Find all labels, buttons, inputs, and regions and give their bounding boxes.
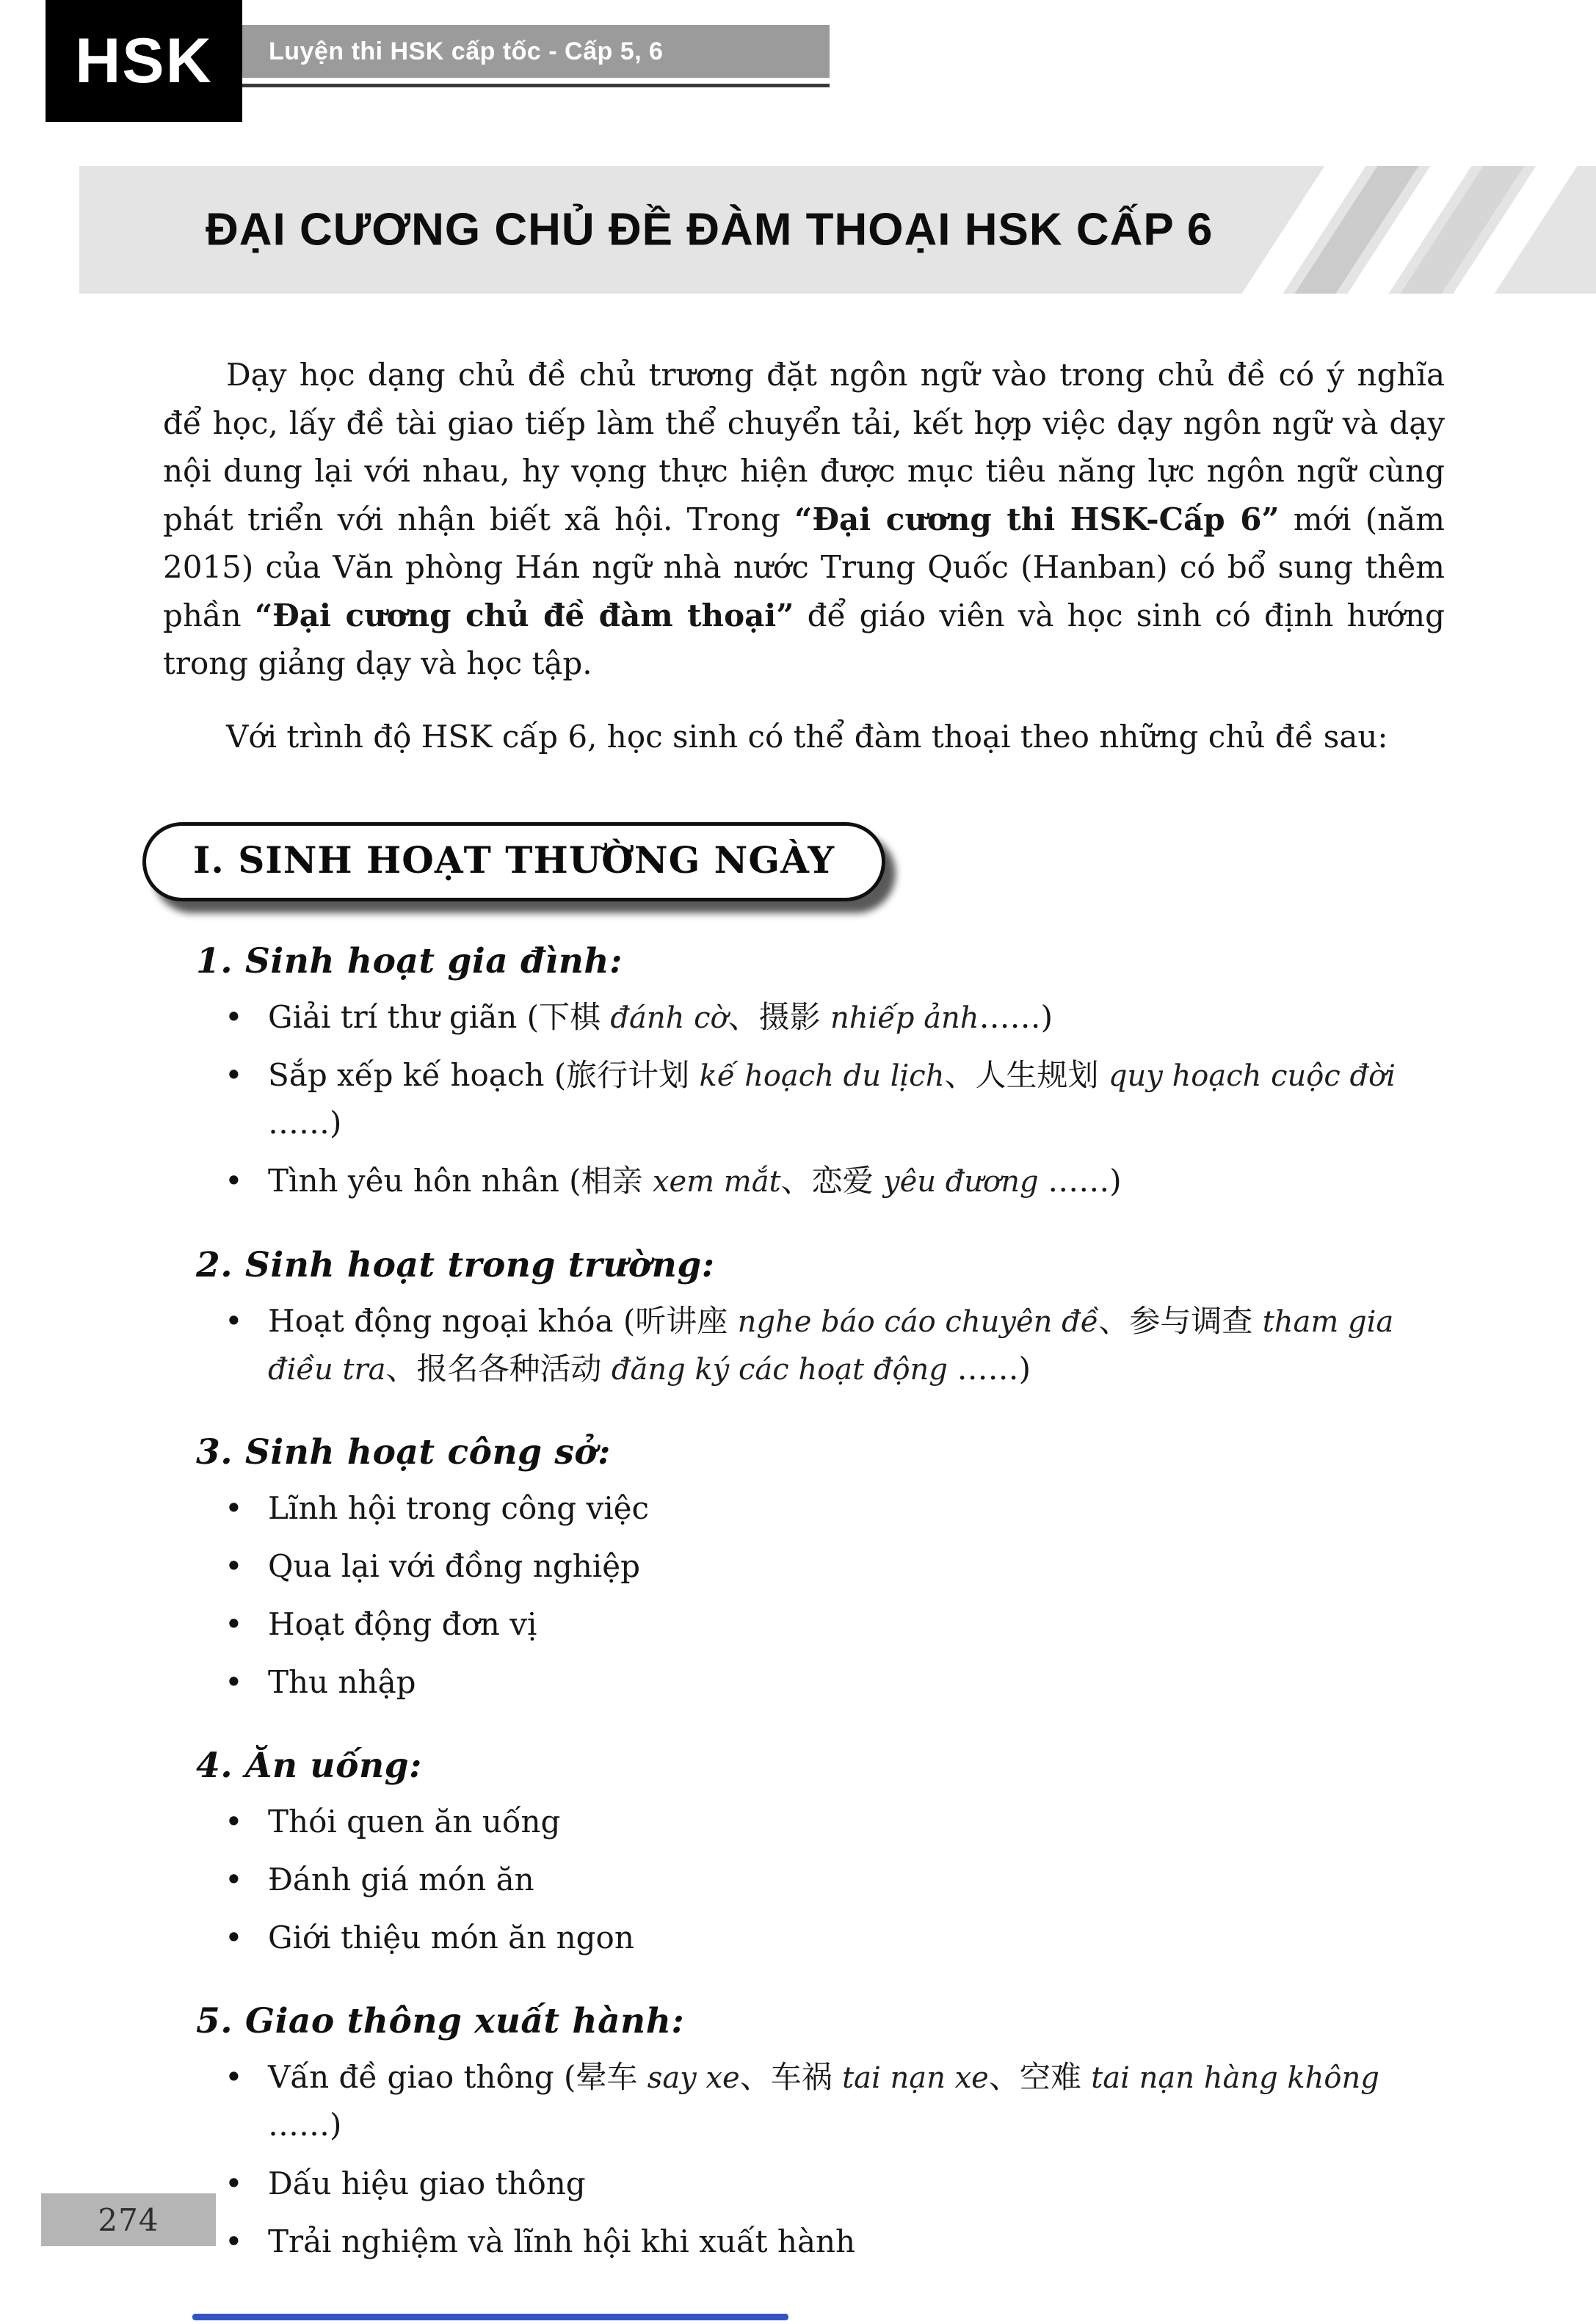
- text-segment: ……): [268, 1105, 342, 1141]
- next-page-edge: [192, 2314, 788, 2320]
- text-segment: Qua lại với đồng nghiệp: [268, 1547, 640, 1584]
- text-segment: 旅行计划: [566, 1057, 700, 1094]
- text-segment: ……): [1048, 1163, 1122, 1199]
- intro-paragraph: [163, 351, 1445, 688]
- text-segment: 、: [780, 1163, 812, 1199]
- section-heading: 5. Giao thông xuất hành:: [196, 2001, 685, 2042]
- hsk-logo-text: HSK: [75, 25, 213, 96]
- text-segment: ……): [268, 2107, 342, 2143]
- list-item: [163, 1051, 1445, 1147]
- text-segment: Tình yêu hôn nhân (: [268, 1163, 581, 1199]
- section-heading: 2. Sinh hoạt trong trường:: [196, 1244, 715, 1285]
- topic-section-5: [163, 2001, 1445, 2265]
- list-item: [163, 1798, 1445, 1845]
- topic-section-1: [163, 941, 1445, 1205]
- section-list: [163, 1297, 1445, 1392]
- text-segment: để giáo viên và học sinh có định hướng trong giảng dạy và học tập.: [163, 597, 1445, 682]
- text-segment: Thói quen ăn uống: [268, 1804, 561, 1840]
- topic-heading: I. SINH HOẠT THƯỜNG NGÀY: [193, 838, 835, 882]
- list-item: [163, 1484, 1445, 1532]
- item-text: [268, 1606, 537, 1642]
- text-segment: xem mắt: [652, 1165, 781, 1199]
- item-text: [268, 1862, 534, 1898]
- text-segment: mới (năm 2015) của Văn phòng Hán ngữ nhà nước Trung Quốc (Hanban) có bổ sung thêm phần: [163, 501, 1446, 633]
- banner-stripes-decoration: [1207, 166, 1545, 294]
- text-segment: quy hoạch cuộc đời: [1108, 1059, 1396, 1094]
- list-item: [163, 1600, 1445, 1648]
- text-segment: “Đại cương chủ đề đàm thoại”: [254, 597, 794, 633]
- text-segment: Giới thiệu món ăn ngon: [268, 1920, 634, 1956]
- text-segment: 、: [944, 1057, 976, 1094]
- item-text: [268, 1490, 649, 1526]
- text-segment: Dạy học dạng chủ đề chủ trương đặt ngôn ngữ vào trong chủ đề có ý nghĩa để học, lấy đề tài giao tiếp làm thể chuyển tải, kết hợp việc dạy ngôn ngữ và dạy nội dung lại với nhau, hy vọng thực hiện được mục tiêu năng lực ngôn ngữ cùng phát triển với nhận biết xã hội. Trong: [163, 357, 1445, 537]
- header-subtitle: Luyện thi HSK cấp tốc - Cấp 5, 6: [269, 37, 664, 65]
- item-text: [268, 1057, 1396, 1141]
- item-text: [268, 1664, 416, 1700]
- header-divider: [242, 84, 830, 87]
- text-segment: 、: [739, 2059, 771, 2096]
- list-item: [163, 2053, 1445, 2149]
- text-segment: Hoạt động ngoại khóa (: [268, 1302, 636, 1339]
- list-item: [163, 1297, 1445, 1392]
- section-list: [163, 1798, 1445, 1961]
- page-number-block: [41, 2193, 216, 2246]
- text-segment: Hoạt động đơn vị: [268, 1605, 537, 1642]
- list-item: [163, 1658, 1445, 1706]
- topic-section-4: [163, 1746, 1445, 1961]
- text-segment: 参与调查: [1129, 1302, 1263, 1339]
- text-segment: 人生规划: [975, 1057, 1109, 1094]
- text-segment: Trải nghiệm và lĩnh hội khi xuất hành: [268, 2223, 856, 2259]
- list-item: [163, 1542, 1445, 1590]
- text-segment: Đánh giá món ăn: [268, 1862, 534, 1898]
- text-segment: đăng ký các hoạt động: [611, 1352, 957, 1387]
- text-segment: Thu nhập: [268, 1663, 416, 1700]
- header-bar: [242, 25, 830, 78]
- lead-in-paragraph: Với trình độ HSK cấp 6, học sinh có thể đàm thoại theo những chủ đề sau:: [226, 718, 1388, 755]
- text-segment: nghe báo cáo chuyên đề: [737, 1304, 1099, 1339]
- text-segment: 相亲: [581, 1163, 653, 1199]
- chapter-title: ĐẠI CƯƠNG CHỦ ĐỀ ĐÀM THOẠI HSK CẤP 6: [206, 204, 1214, 255]
- item-text: [268, 2059, 1379, 2143]
- text-segment: 、: [385, 1350, 417, 1387]
- text-segment: tai nạn hàng không: [1091, 2061, 1379, 2096]
- page-content: [0, 351, 1596, 2276]
- text-segment: ……): [957, 1350, 1031, 1387]
- text-segment: nhiếp ảnh: [830, 1001, 979, 1036]
- item-text: [268, 1804, 560, 1840]
- list-item: [163, 2218, 1445, 2265]
- section-list: [163, 993, 1445, 1205]
- text-segment: 、: [988, 2059, 1020, 2096]
- chapter-banner: [79, 166, 1596, 294]
- page-number: 274: [98, 2201, 159, 2238]
- item-text: [268, 1548, 640, 1584]
- text-segment: Dấu hiệu giao thông: [268, 2165, 586, 2201]
- text-segment: 车祸: [770, 2059, 843, 2096]
- item-text: [268, 2165, 586, 2201]
- text-segment: 下棋: [539, 999, 611, 1036]
- text-segment: yêu đương: [883, 1165, 1048, 1199]
- text-segment: Lĩnh hội trong công việc: [268, 1489, 650, 1526]
- text-segment: 空难: [1019, 2059, 1092, 2096]
- text-segment: tai nạn xe: [842, 2061, 989, 2096]
- text-segment: 摄影: [758, 999, 830, 1036]
- list-item: [163, 1914, 1445, 1961]
- topic-section-3: [163, 1432, 1445, 1706]
- text-segment: 听讲座: [635, 1302, 738, 1339]
- item-text: [268, 1163, 1122, 1199]
- text-segment: “Đại cương thi HSK-Cấp 6”: [794, 501, 1280, 537]
- section-list: [163, 2053, 1445, 2265]
- list-item: [163, 2160, 1445, 2207]
- section-heading: 3. Sinh hoạt công sở:: [196, 1431, 611, 1473]
- list-item: [163, 993, 1445, 1041]
- text-segment: tham gia điều tra: [268, 1304, 1394, 1387]
- text-segment: Giải trí thư giãn (: [268, 999, 540, 1036]
- item-text: [268, 999, 1053, 1035]
- list-item: [163, 1157, 1445, 1205]
- text-segment: 、: [728, 999, 759, 1036]
- text-segment: Vấn đề giao thông (: [268, 2059, 576, 2096]
- text-segment: 报名各种活动: [416, 1350, 612, 1387]
- topic-heading-pill: [142, 822, 885, 901]
- text-segment: 、: [1098, 1302, 1130, 1339]
- text-segment: kế hoạch du lịch: [699, 1059, 945, 1094]
- text-segment: say xe: [647, 2061, 740, 2096]
- text-segment: Sắp xếp kế hoạch (: [268, 1057, 567, 1094]
- section-heading: 4. Ăn uống:: [196, 1746, 422, 1787]
- hsk-logo: [46, 0, 242, 122]
- text-segment: đánh cờ: [610, 1001, 728, 1036]
- item-text: [268, 2223, 855, 2259]
- topic-section-2: [163, 1245, 1445, 1392]
- section-heading: 1. Sinh hoạt gia đình:: [196, 941, 623, 982]
- section-list: [163, 1484, 1445, 1706]
- text-segment: 恋爱: [811, 1163, 884, 1199]
- list-item: [163, 1856, 1445, 1903]
- item-text: [268, 1920, 634, 1956]
- item-text: [268, 1303, 1393, 1387]
- text-segment: 晕车: [576, 2059, 648, 2096]
- text-segment: ……): [979, 999, 1053, 1036]
